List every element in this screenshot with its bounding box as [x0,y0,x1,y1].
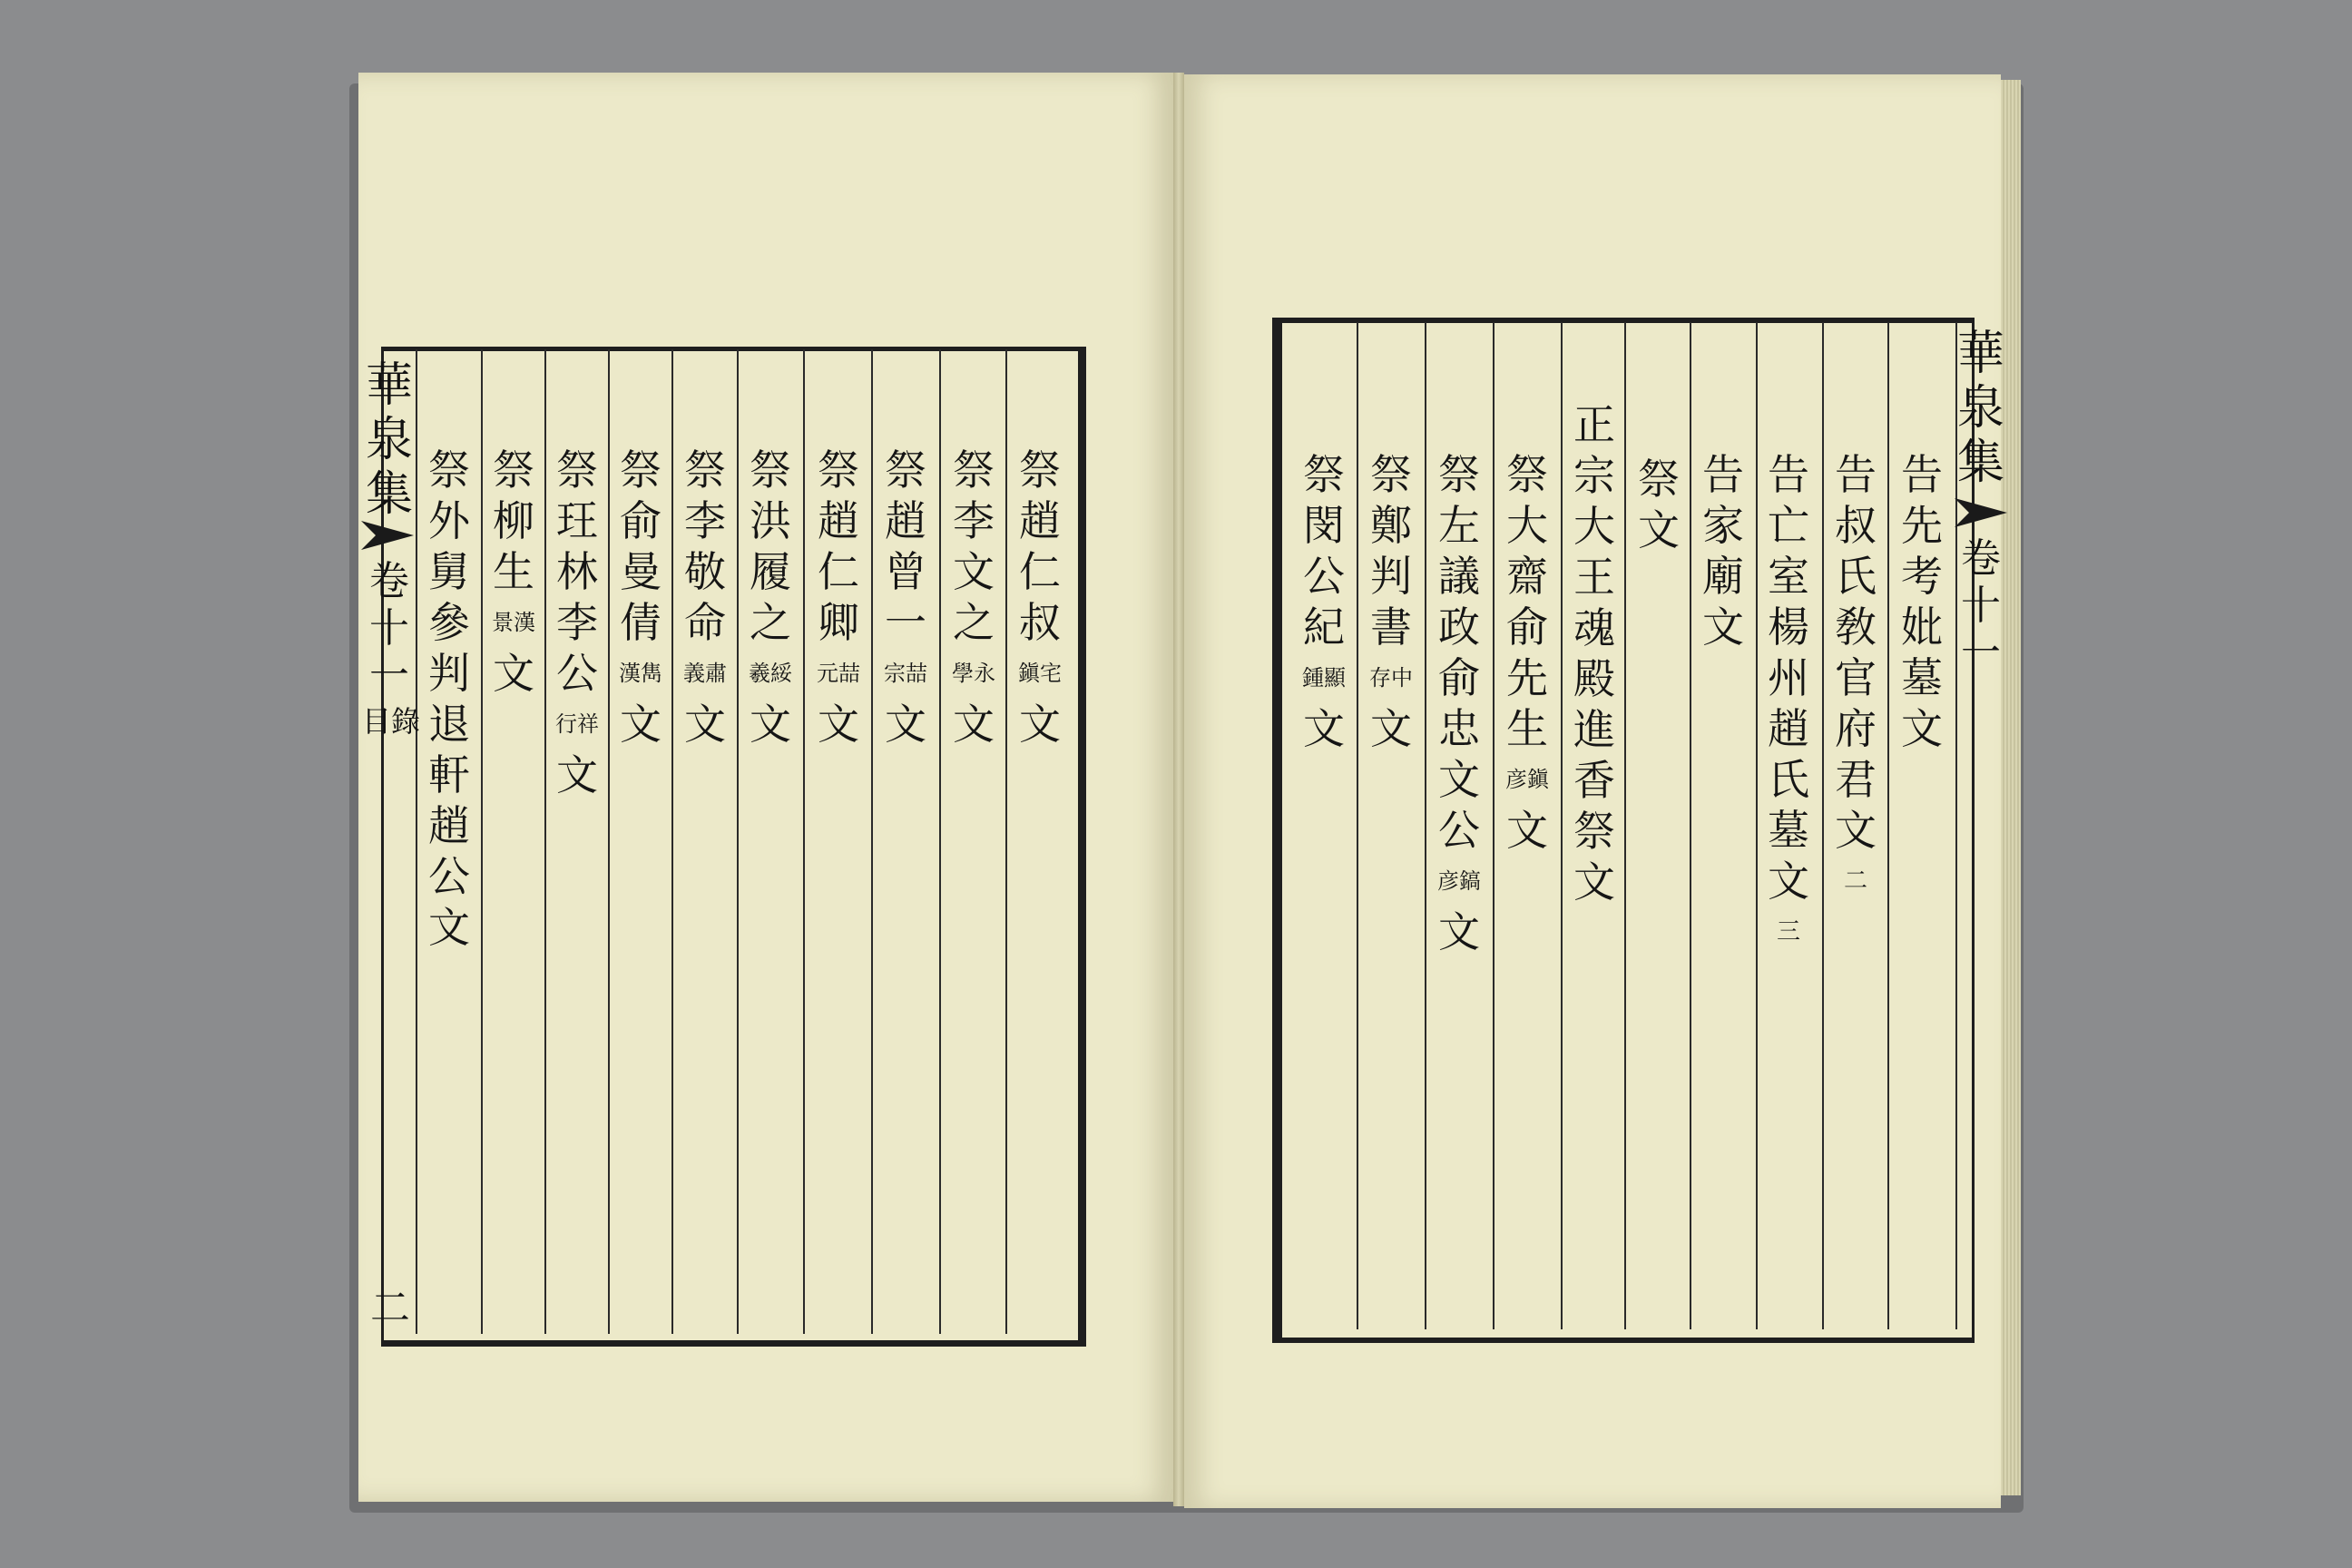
entry-column: 祭李文之 學永 文 [952,446,995,749]
right-heading-volume: 卷十一 [1961,535,2001,676]
column-rule [1005,349,1007,1334]
entry-column: 告先考妣墓文 [1901,450,1943,753]
column-rule [803,349,805,1334]
column-rule [1493,322,1494,1329]
entry-column: 祭柳生 景漢 文 [492,446,535,698]
column-rule [737,349,739,1334]
column-rule [671,349,673,1334]
column-rule [1822,322,1824,1329]
left-heading-title: 華泉集 [365,358,413,522]
column-rule [871,349,873,1334]
column-rule [1887,322,1889,1329]
entry-column: 祭鄭判書 存中 文 [1369,450,1413,753]
column-rule [1561,322,1563,1329]
entry-column: 祭玨林李公 行祥 文 [555,446,599,799]
entry-column: 祭大齋俞先生 彦鎭 文 [1505,450,1549,855]
column-rule [1690,322,1691,1329]
entry-column: 告家廟文 [1702,450,1744,652]
column-rule [481,349,483,1334]
fish-tail-mark [359,517,416,554]
entry-column: 祭外舅參判退軒趙公文 [428,446,470,952]
column-rule [1756,322,1758,1329]
page-edges [2001,80,2021,1495]
right-heading-title: 華泉集 [1956,327,2004,490]
column-rule [608,349,610,1334]
entry-column: 祭俞曼倩 漢雋 文 [619,446,662,749]
column-rule [544,349,546,1334]
left-heading-volume: 卷十一 [369,558,409,699]
book-gutter [1173,73,1184,1506]
entry-column: 祭左議政俞忠文公 彦鎬 文 [1437,450,1481,956]
entry-column: 祭趙仁叔 鎭宅 文 [1018,446,1062,749]
entry-column: 告叔氏敎官府君文 二 [1835,450,1877,895]
column-rule [1357,322,1358,1329]
column-rule [1624,322,1626,1329]
entry-column: 正宗大王魂殿進香祭文 [1573,400,1615,906]
fish-tail-mark [1953,495,2009,531]
entry-column: 告亡室楊州趙氏墓文 三 [1768,450,1809,946]
entry-column: 祭閔公紀 鍾顯 文 [1302,450,1346,753]
entry-column: 祭趙曾一 宗喆 文 [884,446,927,749]
column-rule [939,349,941,1334]
entry-column: 祭洪履之 羲綏 文 [749,446,792,749]
entry-column: 祭趙仁卿 元喆 文 [817,446,860,749]
leaf-number: 二 [370,1285,410,1331]
entry-column-heading: 祭文 [1638,455,1680,554]
left-heading-section: 目錄 [361,704,420,739]
entry-column: 祭李敬命 義肅 文 [683,446,727,749]
column-rule [1425,322,1426,1329]
